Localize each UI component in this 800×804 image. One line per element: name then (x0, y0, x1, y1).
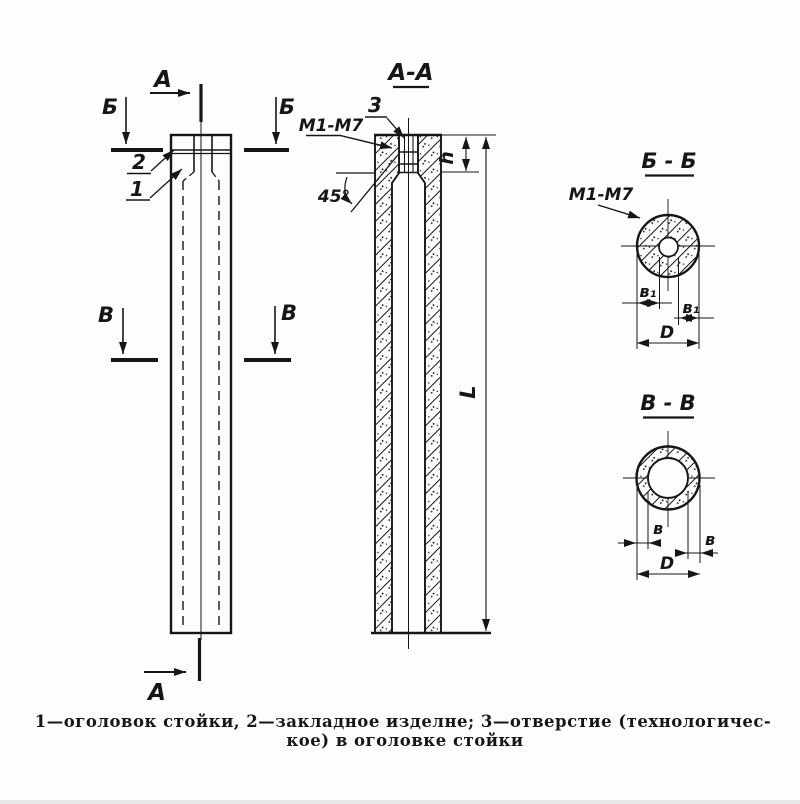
callout-1-label: 1 (130, 177, 144, 201)
section-a-label-bottom: А (148, 680, 166, 706)
vv-hole-circle (648, 458, 688, 498)
dim-b-label-left: в (652, 519, 664, 538)
chamfer-angle-label: 45° (317, 187, 351, 207)
embed-label-bb: М1-М7 (568, 185, 634, 205)
dim-b-label-right: в (704, 530, 716, 549)
dim-b1-label-left: в₁ (639, 282, 657, 301)
dim-l-label: L (456, 385, 480, 399)
embed-label-aa: М1-М7 (298, 116, 364, 136)
caption-line-2: кое) в оголовке стойки (286, 731, 524, 750)
dim-h-label: h (436, 151, 458, 165)
section-a-label-top: А (154, 67, 172, 93)
bb-hole-circle (659, 238, 678, 257)
section-v-label-right: В (280, 301, 298, 325)
dim-d-label-vv: D (659, 554, 675, 574)
dim-b1-label-right: в₁ (682, 298, 700, 317)
section-v-label-left: В (97, 303, 115, 327)
section-b-label-right: Б (278, 95, 296, 119)
caption-line-1: 1—оголовок стойки, 2—закладное изделне; 3—отверстие (технологичес- (34, 712, 772, 731)
callout-3-label: 3 (368, 93, 382, 117)
section-bb-title: Б - Б (641, 149, 697, 173)
callout-2-label: 2 (132, 150, 146, 174)
section-b-label-left: Б (101, 95, 119, 119)
dim-d-label-bb: D (659, 323, 675, 343)
section-vv-title: В - В (640, 391, 696, 415)
section-aa-title: А-А (388, 60, 434, 86)
